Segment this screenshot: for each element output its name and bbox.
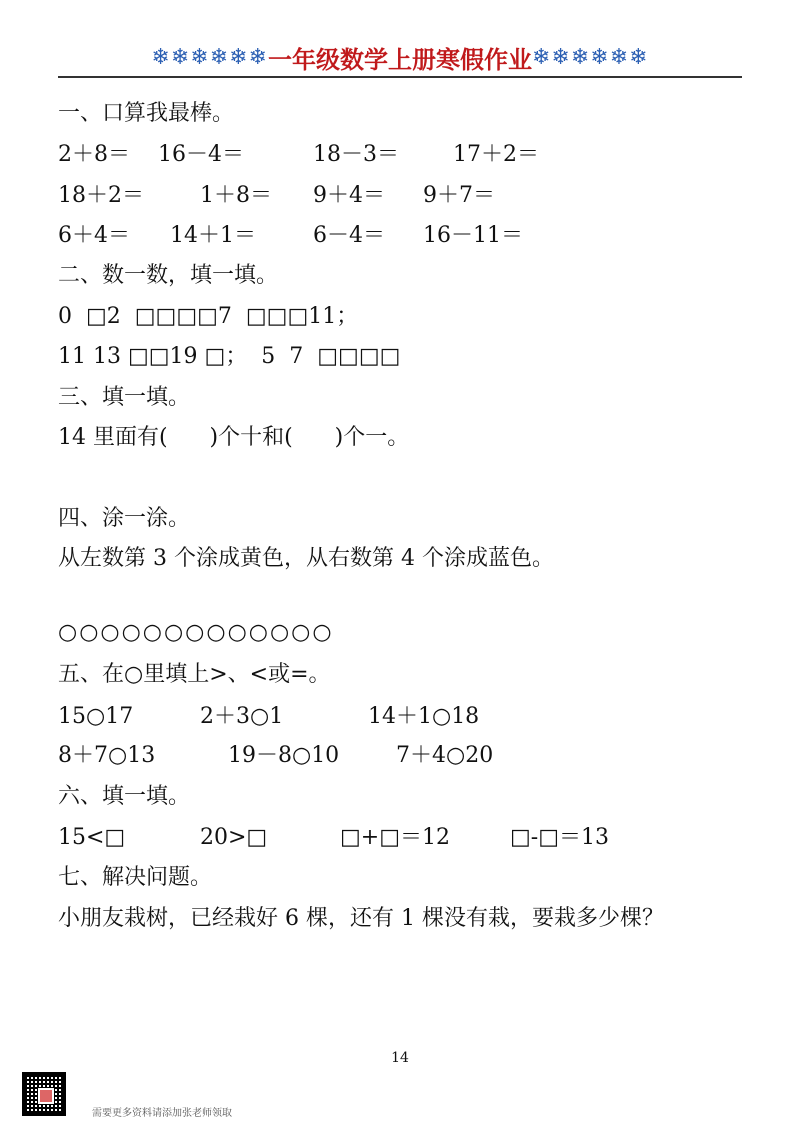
problem: 9＋4＝ — [313, 183, 385, 208]
s4-instruction: 从左数第 3 个涂成黄色，从右数第 4 个涂成蓝色。 — [58, 546, 554, 571]
s3-line: 14 里面有( )个十和( )个一。 — [58, 425, 410, 450]
problem: 6＋4＝ — [58, 223, 130, 248]
comparison: 14＋1○18 — [368, 704, 480, 729]
fill-blank: 15<□ — [58, 825, 126, 850]
section-2-title: 二、数一数，填一填。 — [58, 263, 279, 288]
section-6-title: 六、填一填。 — [58, 784, 191, 809]
problem: 2＋8＝ — [58, 142, 130, 167]
section-7-title: 七、解决问题。 — [58, 865, 213, 890]
problem: 18＋2＝ — [58, 183, 144, 208]
comparison: 15○17 — [58, 704, 134, 729]
problem: 9＋7＝ — [423, 183, 495, 208]
page-number: 14 — [391, 1050, 409, 1066]
problem: 14＋1＝ — [170, 223, 256, 248]
problem: 16－4＝ — [158, 142, 244, 167]
page-title: 一年级数学上册寒假作业 — [268, 46, 532, 74]
problem: 1＋8＝ — [200, 183, 272, 208]
fill-blank: □-□＝13 — [510, 825, 610, 850]
snowflake-icons-left: ❄❄❄❄❄❄ — [151, 45, 268, 70]
section-5-title: 五、在○里填上>、<或=。 — [58, 662, 331, 687]
section-3-title: 三、填一填。 — [58, 385, 191, 410]
footer-note: 需要更多资料请添加张老师领取 — [92, 1108, 232, 1119]
comparison: 8＋7○13 — [58, 743, 156, 768]
s7-problem: 小朋友栽树，已经栽好 6 棵，还有 1 棵没有栽，要栽多少棵？ — [58, 906, 664, 931]
coloring-circles: ○○○○○○○○○○○○○ — [58, 620, 334, 645]
qr-avatar-icon — [38, 1088, 54, 1104]
comparison: 19－8○10 — [228, 743, 340, 768]
snowflake-icons-right: ❄❄❄❄❄❄ — [532, 45, 649, 70]
fill-blank: □+□＝12 — [340, 825, 451, 850]
section-4-title: 四、涂一涂。 — [58, 506, 191, 531]
comparison: 2＋3○1 — [200, 704, 284, 729]
s2-line-2: 11 13 □□19 □； 5 7 □□□□ — [58, 344, 401, 369]
fill-blank: 20>□ — [200, 825, 268, 850]
problem: 18－3＝ — [313, 142, 399, 167]
problem: 16－11＝ — [423, 223, 523, 248]
s2-line-1: 0 □2 □□□□7 □□□11； — [58, 304, 359, 329]
problem: 17＋2＝ — [453, 142, 539, 167]
section-1-title: 一、口算我最棒。 — [58, 101, 235, 126]
problem: 6－4＝ — [313, 223, 385, 248]
comparison: 7＋4○20 — [396, 743, 494, 768]
page-header — [58, 40, 742, 78]
